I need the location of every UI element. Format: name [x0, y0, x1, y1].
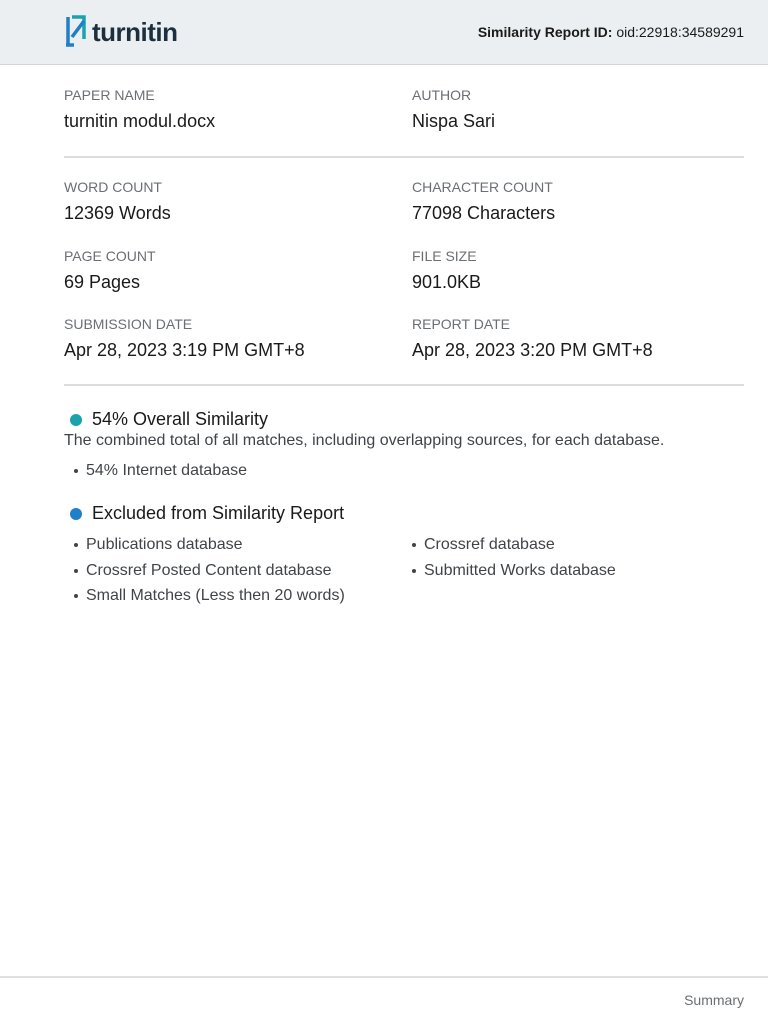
report-date-value: Apr 28, 2023 3:20 PM GMT+8 [412, 340, 653, 360]
submission-date-label: SUBMISSION DATE [64, 316, 193, 332]
report-id-label: Similarity Report ID: [477, 24, 613, 40]
excluded-list-item [74, 587, 345, 605]
paper-name-label: PAPER NAME [64, 87, 155, 103]
excluded-list-item [412, 562, 616, 580]
excluded-item-text: Submitted Works database [424, 562, 616, 579]
excluded-list-item [74, 536, 243, 554]
turnitin-logo [64, 14, 178, 50]
turnitin-logo-icon [64, 15, 88, 49]
bullet-icon [412, 543, 416, 547]
word-count-label: WORD COUNT [64, 179, 162, 195]
divider-top [64, 156, 744, 158]
author-value: Nispa Sari [412, 111, 496, 131]
page-footer [0, 976, 768, 1024]
excluded-title [70, 503, 344, 524]
submission-date-value: Apr 28, 2023 3:19 PM GMT+8 [64, 340, 305, 360]
overall-similarity-title [70, 409, 268, 430]
logo-text: turnitin [92, 17, 178, 47]
character-count-label: CHARACTER COUNT [412, 179, 553, 195]
footer-summary-label: Summary [684, 992, 744, 1008]
excluded-item-text: Publications database [86, 536, 243, 553]
file-size-label: FILE SIZE [412, 248, 477, 264]
similarity-report-id [478, 24, 744, 40]
bullet-icon [74, 569, 78, 573]
bullet-icon [74, 469, 78, 473]
excluded-item-text: Crossref database [424, 536, 555, 553]
bullet-icon [74, 594, 78, 598]
excluded-item-text: Crossref Posted Content database [86, 562, 332, 579]
character-count-value: 77098 Characters [412, 203, 556, 223]
excluded-list-item [412, 536, 555, 554]
excluded-title-text: Excluded from Similarity Report [92, 503, 345, 523]
word-count-value: 12369 Words [64, 203, 171, 223]
excluded-dot-icon [70, 508, 82, 520]
file-size-value: 901.0KB [412, 272, 482, 292]
similarity-item-text: 54% Internet database [86, 462, 248, 479]
excluded-list-item [74, 562, 331, 580]
divider-middle [64, 384, 744, 386]
bullet-icon [412, 569, 416, 573]
bullet-icon [74, 543, 78, 547]
paper-name-value: turnitin modul.docx [64, 111, 216, 131]
excluded-item-text: Small Matches (Less then 20 words) [86, 587, 345, 604]
report-date-label: REPORT DATE [412, 316, 511, 332]
author-label: AUTHOR [412, 87, 472, 103]
similarity-dot-icon [70, 414, 82, 426]
report-id-value: oid:22918:34589291 [616, 24, 744, 40]
similarity-list-item [74, 462, 247, 480]
similarity-description: The combined total of all matches, including overlapping sources, for each database. [64, 432, 665, 449]
page-count-label: PAGE COUNT [64, 248, 156, 264]
report-header [0, 0, 768, 65]
overall-similarity-text: 54% Overall Similarity [92, 409, 269, 429]
page-count-value: 69 Pages [64, 272, 141, 292]
